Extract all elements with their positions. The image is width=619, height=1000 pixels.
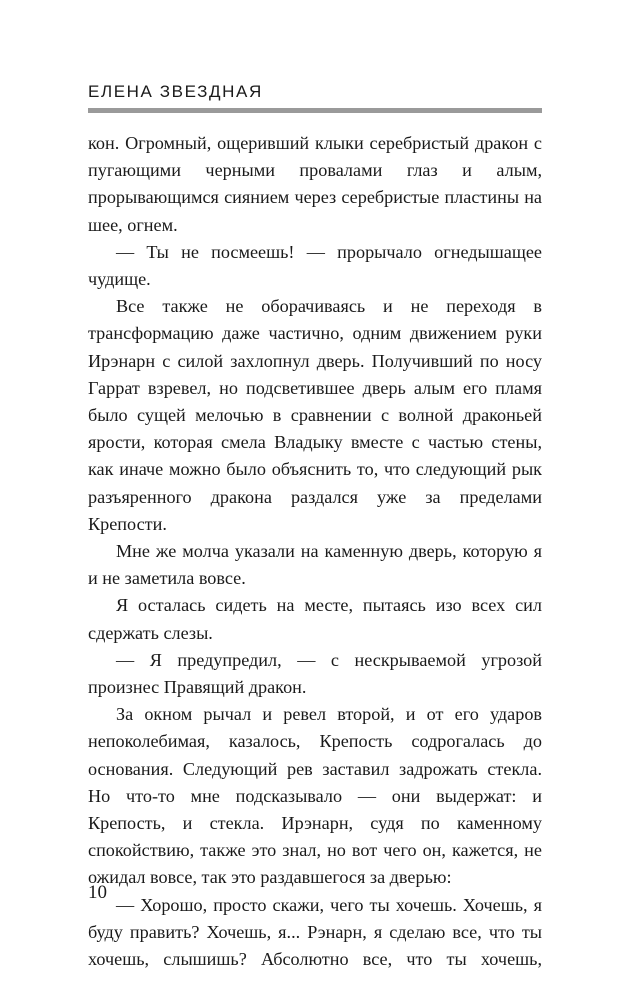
paragraph: — Ты не посмеешь! — прорычало огнедышащее чудище. [88,241,542,290]
body-text [88,130,542,973]
paragraph: — Хорошо, просто скажи, чего ты хочешь. Хочешь, я буду править? Хочешь, я... Рэнарн, я сделаю все, что ты хочешь, слышишь? Абсолютно все, что ты хочешь, [88,894,542,970]
paragraph: Я осталась сидеть на месте, пытаясь изо всех сил сдержать слезы. [88,595,542,643]
paragraph: Все также не оборачиваясь и не переходя в трансформацию даже частично, одним движением руки Ирэнарн с силой захлопнул дверь. Получивший по носу Гаррат взревел, но подсветившее дверь алым его пламя было сущей мелочью в сравнении с волной драконьей ярости, которая смела Владыку вместе с частью стены, как иначе можно было объяснить то, что следующий рык разъяренного дракона раздался уже за пределами Крепости. [88,296,542,534]
running-head-author: ЕЛЕНА ЗВЕЗДНАЯ [88,82,263,101]
paragraph: кон. Огромный, ощеривший клыки серебристый дракон с пугающими черными провалами глаз и алым, прорывающимся сиянием через серебристые пластины на шее, огнем. [88,133,542,235]
paragraph: Мне же молча указали на каменную дверь, которую я и не заметила вовсе. [88,541,542,589]
header-rule [88,108,542,113]
paragraph: — Я предупредил, — с нескрываемой угрозой произнес Правящий дракон. [88,649,542,698]
page-number: 10 [88,882,107,903]
paragraph: За окном рычал и ревел второй, и от его ударов непоколебимая, казалось, Крепость содрогалась до основания. Следующий рев заставил задрожать стекла. Но что-то мне подсказывало — они выдержат: и Крепость, и стекла. Ирэнарн, судя по каменному спокойствию, также это знал, но вот чего он, кажется, не ожидал вовсе, так это раздавшегося за дверью: [88,704,542,888]
